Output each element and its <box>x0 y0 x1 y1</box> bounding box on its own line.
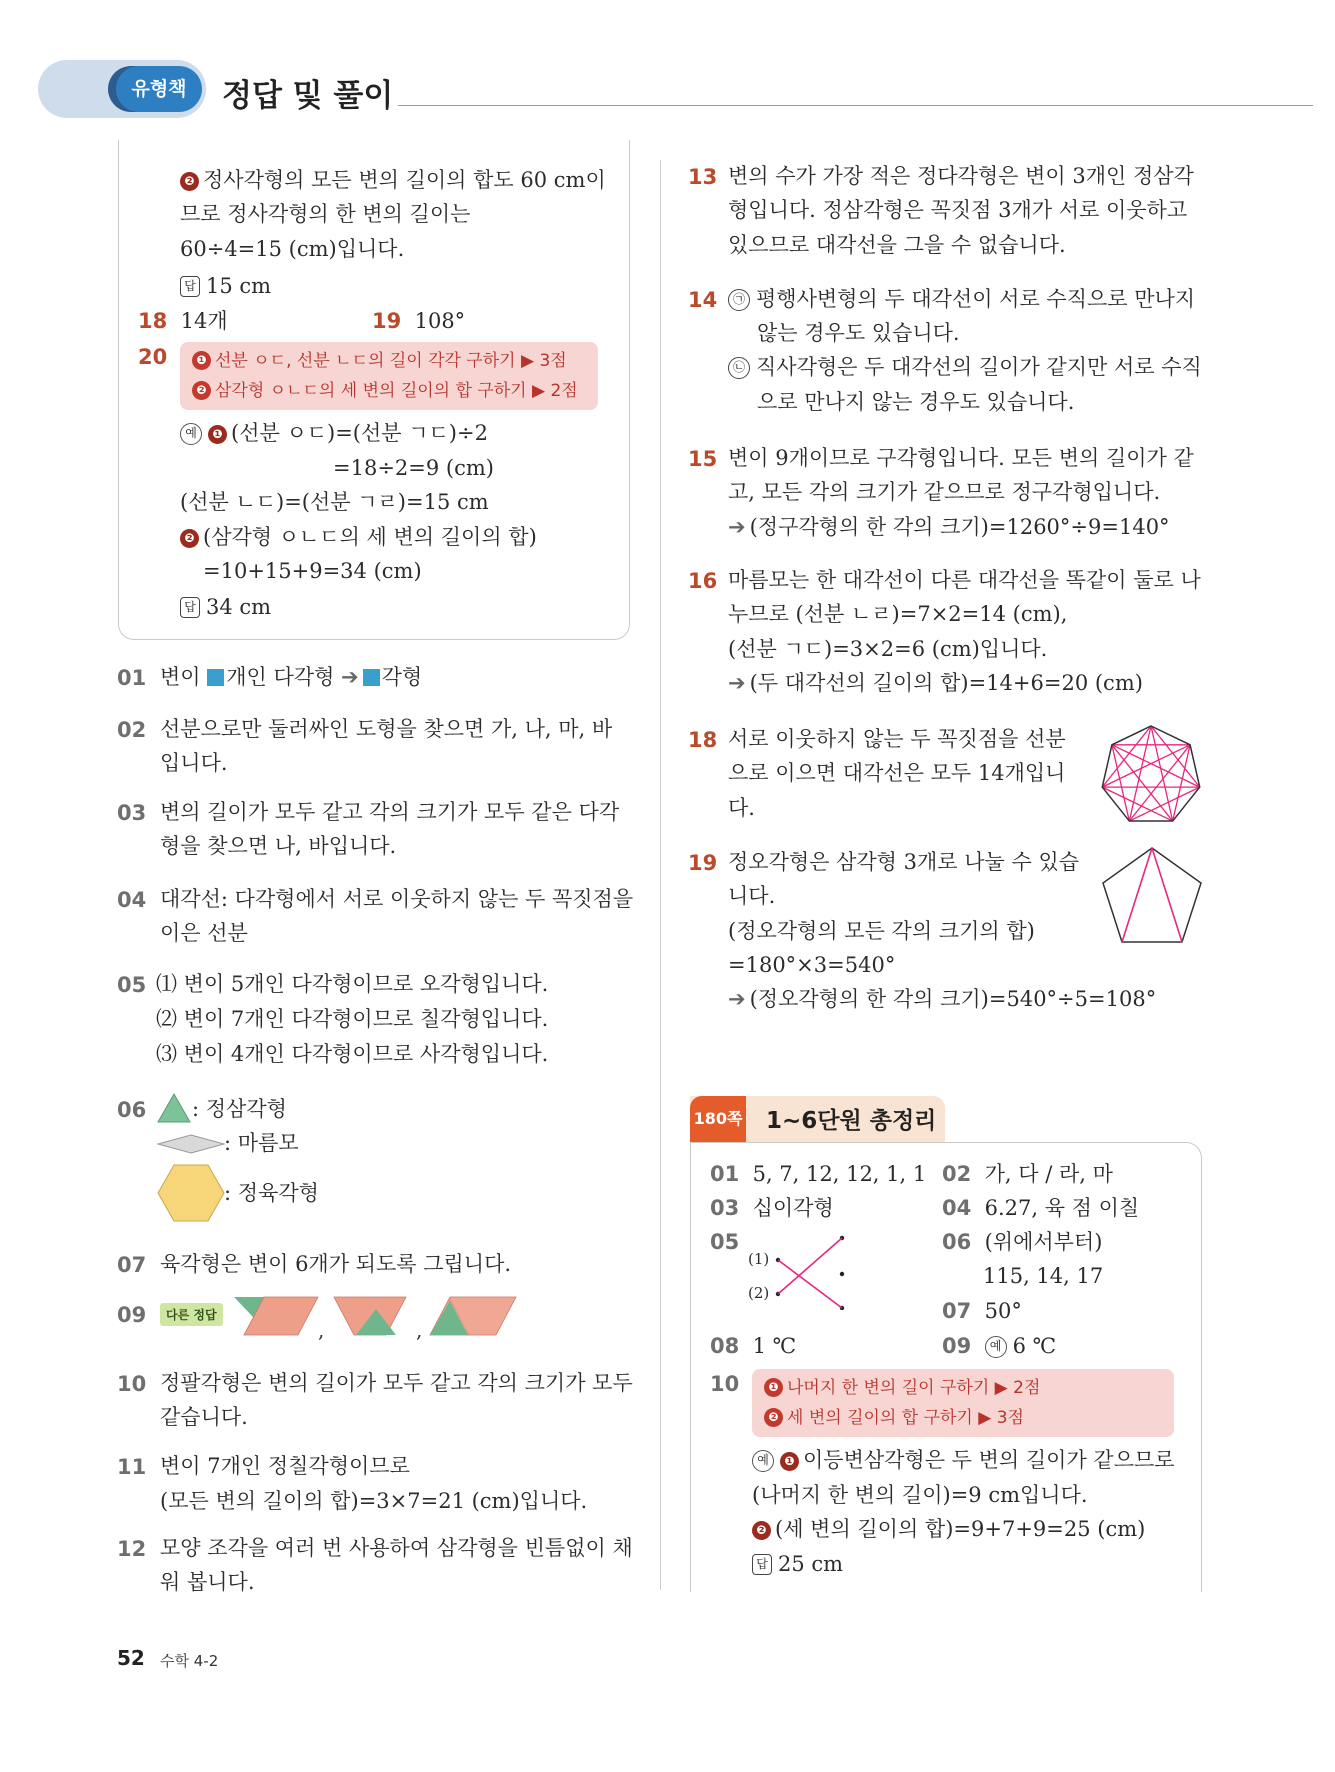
q14-line: 으로 만나지 않는 경우도 있습니다. <box>757 390 1075 414</box>
page-number: 52 <box>117 1646 145 1670</box>
s02-line: 02 가, 다 / 라, 마 <box>942 1162 1113 1186</box>
q15-line: ➔ (정구각형의 한 각의 크기)=1260°÷9=140° <box>728 515 1170 539</box>
q19-line: 정오각형은 삼각형 3개로 나눌 수 있습 <box>728 850 1080 874</box>
q19-line: 니다. <box>728 884 776 908</box>
step-2-marker: ❷ <box>180 172 199 191</box>
s10-line: ❷ (세 변의 길이의 합)=9+7+9=25 (cm) <box>752 1512 1145 1546</box>
q07-text: 육각형은 변이 6개가 되도록 그립니다. <box>160 1252 512 1276</box>
line: (선분 ㄴㄷ)=(선분 ㄱㄹ)=15 cm <box>180 490 489 514</box>
scoring-criteria <box>180 342 598 410</box>
s07-line: 07 50° <box>942 1299 1022 1323</box>
q13-line: 변의 수가 가장 적은 정다각형은 변이 3개인 정삼각 <box>728 164 1194 188</box>
page-ref-tab: 180쪽 <box>690 1096 746 1142</box>
q02-number: 02 <box>117 718 147 742</box>
q03-number: 03 <box>117 801 147 825</box>
q11-number: 11 <box>117 1455 147 1479</box>
q18-line: 으로 이으면 대각선은 모두 14개입니 <box>728 761 1066 785</box>
q11-line: 변이 7개인 정칠각형이므로 <box>160 1454 410 1478</box>
q14-line: ㉡ 직사각형은 두 대각선의 길이가 같지만 서로 수직 <box>728 350 1202 384</box>
column-divider <box>660 160 661 1590</box>
line: 60÷4=15 (cm)입니다. <box>180 237 405 261</box>
answer-line: 답 25 cm <box>752 1547 843 1581</box>
q13-number: 13 <box>688 165 718 189</box>
s10-line: (나머지 한 변의 길이)=9 cm입니다. <box>752 1483 1088 1507</box>
q13-line: 형입니다. 정삼각형은 꼭짓점 3개가 서로 이웃하고 <box>728 198 1188 222</box>
q02-line: 선분으로만 둘러싸인 도형을 찾으면 가, 나, 마, 바 <box>160 717 613 741</box>
q04-line: 대각선: 다각형에서 서로 이웃하지 않는 두 꼭짓점을 <box>160 887 634 911</box>
line: 므로 정사각형의 한 변의 길이는 <box>180 202 471 226</box>
square-blank-icon <box>363 669 380 686</box>
s04-line: 04 6.27, 육 점 이칠 <box>942 1196 1140 1220</box>
q20-number: 20 <box>138 345 168 369</box>
line: 예 ❶ (선분 ㅇㄷ)=(선분 ㄱㄷ)÷2 <box>180 416 488 450</box>
q18-line: 다. <box>728 796 755 820</box>
q16-line: ➔ (두 대각선의 길이의 합)=14+6=20 (cm) <box>728 671 1143 695</box>
q15-line: 변이 9개이므로 구각형입니다. 모든 변의 길이가 같 <box>728 446 1194 470</box>
match-label-2: (2) <box>748 1284 770 1302</box>
diagonal-line <box>1129 787 1199 821</box>
triangle-fill-answers <box>230 1295 530 1341</box>
q05-number: 05 <box>117 973 147 997</box>
q16-line: (선분 ㄱㄷ)=3×2=6 (cm)입니다. <box>728 637 1048 661</box>
header-rule <box>398 105 1313 106</box>
answer-line: 답 15 cm <box>180 269 271 303</box>
criterion: ❷ 삼각형 ㅇㄴㄷ의 세 변의 길이의 합 구하기 ▶ 2점 <box>192 376 586 406</box>
q06-rhombus-label: : 마름모 <box>224 1131 299 1155</box>
q15-line: 고, 모든 각의 크기가 같으므로 정구각형입니다. <box>728 480 1161 504</box>
q02-line: 입니다. <box>160 751 228 775</box>
line: ❷ 정사각형의 모든 변의 길이의 합도 60 cm이 <box>180 163 606 197</box>
q14-number: 14 <box>688 288 718 312</box>
q05-line: ⑵ 변이 7개인 다각형이므로 칠각형입니다. <box>156 1007 549 1031</box>
square-blank-icon <box>207 669 224 686</box>
line: =10+15+9=34 (cm) <box>203 559 422 583</box>
s01-line: 01 5, 7, 12, 12, 1, 1 <box>710 1162 927 1186</box>
svg-text:,: , <box>318 1318 325 1341</box>
matching-lines-figure <box>770 1230 850 1310</box>
rhombus-shape <box>156 1133 226 1155</box>
match-label-1: (1) <box>748 1250 770 1268</box>
q10-number: 10 <box>117 1372 147 1396</box>
line: ❷ (삼각형 ㅇㄴㄷ의 세 변의 길이의 합) <box>180 520 537 554</box>
criterion: ❶ 선분 ㅇㄷ, 선분 ㄴㄷ의 길이 각각 구하기 ▶ 3점 <box>192 346 586 376</box>
q18-line: 18 14개 <box>138 309 228 333</box>
s08-line: 08 1 ℃ <box>710 1334 797 1358</box>
q03-line: 변의 길이가 모두 같고 각의 크기가 모두 같은 다각 <box>160 800 620 824</box>
hexagon-shape <box>156 1163 226 1223</box>
line: =18÷2=9 (cm) <box>333 456 494 480</box>
heptagon-diagonals-figure <box>1098 722 1204 828</box>
header-badge: 유형책 <box>116 66 202 112</box>
criterion: ❶ 나머지 한 변의 길이 구하기 ▶ 2점 <box>764 1373 1162 1403</box>
q03-line: 형을 찾으면 나, 바입니다. <box>160 834 397 858</box>
q16-line: 누므로 (선분 ㄴㄹ)=7×2=14 (cm), <box>728 602 1068 626</box>
criterion: ❷ 세 변의 길이의 합 구하기 ▶ 3점 <box>764 1403 1162 1433</box>
q09-number: 09 <box>117 1303 147 1327</box>
q18-number: 18 <box>688 728 718 752</box>
summary-title: 1~6단원 총정리 <box>766 1108 937 1134</box>
q13-line: 있으므로 대각선을 그을 수 없습니다. <box>728 233 1066 257</box>
q01-number: 01 <box>117 666 147 690</box>
q16-number: 16 <box>688 569 718 593</box>
q10-line: 정팔각형은 변의 길이가 모두 같고 각의 크기가 모두 <box>160 1371 633 1395</box>
s06-values: 115, 14, 17 <box>983 1264 1104 1288</box>
scoring-criteria <box>752 1369 1174 1437</box>
q19-line: =180°×3=540° <box>728 953 896 977</box>
s10-line: 예 ❶ 이등변삼각형은 두 변의 길이가 같으므로 <box>752 1443 1175 1477</box>
s06-line: 06 (위에서부터) <box>942 1230 1103 1254</box>
q12-line: 워 봅니다. <box>160 1570 255 1594</box>
diagonal-line <box>1102 787 1172 821</box>
q14-line: ㉠ 평행사변형의 두 대각선이 서로 수직으로 만나지 <box>728 282 1195 316</box>
q11-line: (모든 변의 길이의 합)=3×7=21 (cm)입니다. <box>160 1489 588 1513</box>
s05-line: 05 <box>710 1230 740 1254</box>
q05-line: ⑴ 변이 5개인 다각형이므로 오각형입니다. <box>156 972 549 996</box>
q12-line: 모양 조각을 여러 번 사용하여 삼각형을 빈틈없이 채 <box>160 1536 633 1560</box>
diagonal-line <box>1112 745 1200 787</box>
q10-line: 같습니다. <box>160 1405 248 1429</box>
equilateral-triangle-shape <box>156 1092 192 1124</box>
q12-number: 12 <box>117 1537 147 1561</box>
q07-number: 07 <box>117 1253 147 1277</box>
s09-line: 09 예 6 ℃ <box>942 1334 1057 1358</box>
q19-line: (정오각형의 모든 각의 크기의 합) <box>728 919 1035 943</box>
q19-number: 19 <box>688 851 718 875</box>
q15-number: 15 <box>688 447 718 471</box>
q01-text: 변이 개인 다각형 ➔ 각형 <box>160 665 423 689</box>
page-title: 정답 및 풀이 <box>222 78 394 114</box>
s03-line: 03 십이각형 <box>710 1196 834 1220</box>
q06-number: 06 <box>117 1098 147 1122</box>
q18-line: 서로 이웃하지 않는 두 꼭짓점을 선분 <box>728 727 1066 751</box>
q19-line: 19 108° <box>372 309 466 333</box>
q06-triangle-label: : 정삼각형 <box>192 1097 287 1121</box>
heptagon-outline <box>1102 726 1199 821</box>
book-title: 수학 4-2 <box>160 1652 219 1670</box>
diagonal-line <box>1102 745 1190 787</box>
pentagon-triangulation-figure <box>1100 846 1204 946</box>
answer-icon: 답 <box>180 597 200 618</box>
q06-hexagon-label: : 정육각형 <box>224 1181 319 1205</box>
svg-text:,: , <box>416 1318 423 1341</box>
other-answer-tag: 다른 정답 <box>160 1303 223 1326</box>
q04-line: 이은 선분 <box>160 921 248 945</box>
q16-line: 마름모는 한 대각선이 다른 대각선을 똑같이 둘로 나 <box>728 568 1201 592</box>
q05-line: ⑶ 변이 4개인 다각형이므로 사각형입니다. <box>156 1042 549 1066</box>
q04-number: 04 <box>117 888 147 912</box>
example-icon: 예 <box>180 423 202 445</box>
q19-line: ➔ (정오각형의 한 각의 크기)=540°÷5=108° <box>728 987 1157 1011</box>
s10-number: 10 <box>710 1372 740 1396</box>
q14-line: 않는 경우도 있습니다. <box>757 321 960 345</box>
answer-line: 답 34 cm <box>180 590 271 624</box>
answer-icon: 답 <box>180 276 200 297</box>
